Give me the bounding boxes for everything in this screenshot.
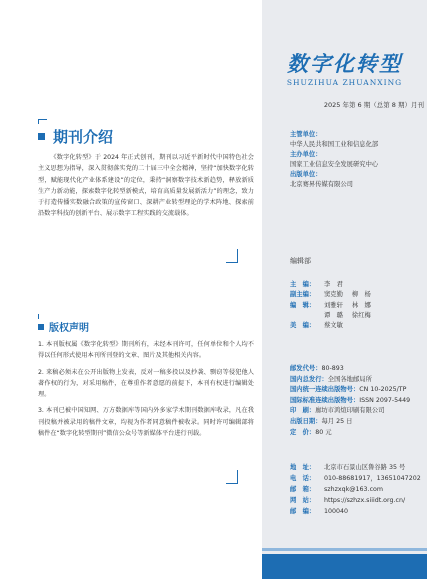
editor-row: 主 编： 李 君 [290,280,380,290]
contact-row: 电 话： 010-88681917，13651047202 [290,475,421,483]
contact-row: 邮 箱： szhzxqk@163.com [290,486,384,494]
sponsor-value: 中华人民共和国工业和信息化部 [290,141,379,148]
editorial-heading: 编辑部 [290,257,311,265]
publication-info [290,364,410,438]
copyright-paragraph: 3. 本刊已被中国知网、万方数据库等国内外多家学术期刊数据库收录，凡在我刊投稿并被录用的稿件文章，均视为作者同意稿件被收录。同时许可编辑部将稿件在“数字化转型期刊”微信公众号等新媒体平台进行刊载。 [38,407,254,438]
bullet-square-icon [38,324,44,330]
pub-row: 印 刷： 廊坊市鸿煊印刷有限公司 [290,407,385,415]
editor-name: 蔡文敏 [324,322,343,330]
pub-row: 定 价： 80 元 [290,428,332,436]
bottom-stripe [262,548,427,551]
contact-row: 网 站： https://szhzx.siiidt.org.cn/ [290,497,406,505]
pub-row: 邮发代号： 80-893 [290,365,344,372]
bullet-square-icon [38,133,45,140]
magazine-pinyin: SHUZIHUA ZHUANXING [286,78,403,87]
corner-mark [226,262,238,263]
intro-heading-text: 期刊介绍 [53,128,114,146]
copyright-paragraph: 2. 来稿必须未在公开出版物上发表，反对一稿多投以及抄袭、剽窃等侵犯他人著作权的行为，对采用稿件，在尊重作者意愿的前提下，本刊有权进行编辑处理。 [38,368,254,399]
editor-name: 柳 杨 [351,291,371,299]
editor-name: 徐红梅 [351,311,371,319]
sponsor-item: 主办单位： [290,151,322,158]
pub-row: 国内统一连续出版物号： CN 10-2025/TP [290,386,407,394]
editor-name: 李 君 [324,281,343,288]
sponsor-value: 国家工业信息安全发展研究中心 [290,161,379,168]
corner-mark [226,483,238,484]
pub-row: 出版日期： 每月 25 日 [290,417,353,425]
contact-info [290,462,421,517]
sponsor-item: 主管单位： [290,131,322,138]
editor-row: 编 辑： 刘雅轩 林 娜 [290,301,380,311]
copyright-heading [38,319,89,334]
editor-name: 刘雅轩 [324,301,343,309]
editor-row: 美 编： 蔡文敏 [290,321,380,331]
sponsor-item: 出版单位： [290,171,322,178]
issue-info: 2025 年第 6 期（总第 8 期）月刊 [323,101,424,109]
intro-body: 《数字化转型》于 2024 年正式创刊，期刊以习近平新时代中国特色社会主义思想为指导，深入贯彻落实党的二十届三中全会精神，坚持“加快数字化转型，赋能现代化产业体系建设”的定位，秉持“洞察数字技术新趋势，释放新质生产力新动能，探索数字化转型新模式，培育高质量发展新活力”的理念，致力于打造传播实数融合政策的宣传窗口、深耕产业转型理论的学术阵地、探索前沿数字科技的创新平台、展示数字工程实践的交流载体。 [38,154,254,218]
corner-mark [237,249,238,262]
pub-row: 国内总发行： 全国各地邮局所 [290,375,372,383]
editor-row [290,311,380,321]
intro-heading [38,126,113,147]
pub-row: 国际标准连续出版物号： ISSN 2097-5449 [290,396,411,404]
corner-mark [237,470,238,483]
copyright-paragraph: 1. 本刊版权属《数字化转型》期刊所有，未经本刊许可，任何单位和个人均不得以任何形式使用本刊所刊登的文章、图片及其他相关内容。 [38,341,254,360]
contact-row: 邮 编： 100040 [290,508,349,516]
editorial-list [290,280,380,331]
editor-name: 林 娜 [351,301,371,309]
sponsor-value: 北京赛昇传媒有限公司 [290,181,353,188]
copyright-body [38,339,254,444]
sponsor-info [290,130,424,190]
bottom-bar [262,554,427,579]
copyright-heading-text: 版权声明 [49,323,89,334]
corner-mark [38,119,47,120]
editor-row: 副主编： 窦克勤 柳 杨 [290,290,380,300]
contact-row: 地 址： 北京市石景山区鲁谷路 35 号 [290,464,406,471]
editor-name: 窦克勤 [324,291,343,299]
editor-name: 谭 璐 [324,311,343,319]
magazine-title: 数字化转型 [287,51,402,76]
